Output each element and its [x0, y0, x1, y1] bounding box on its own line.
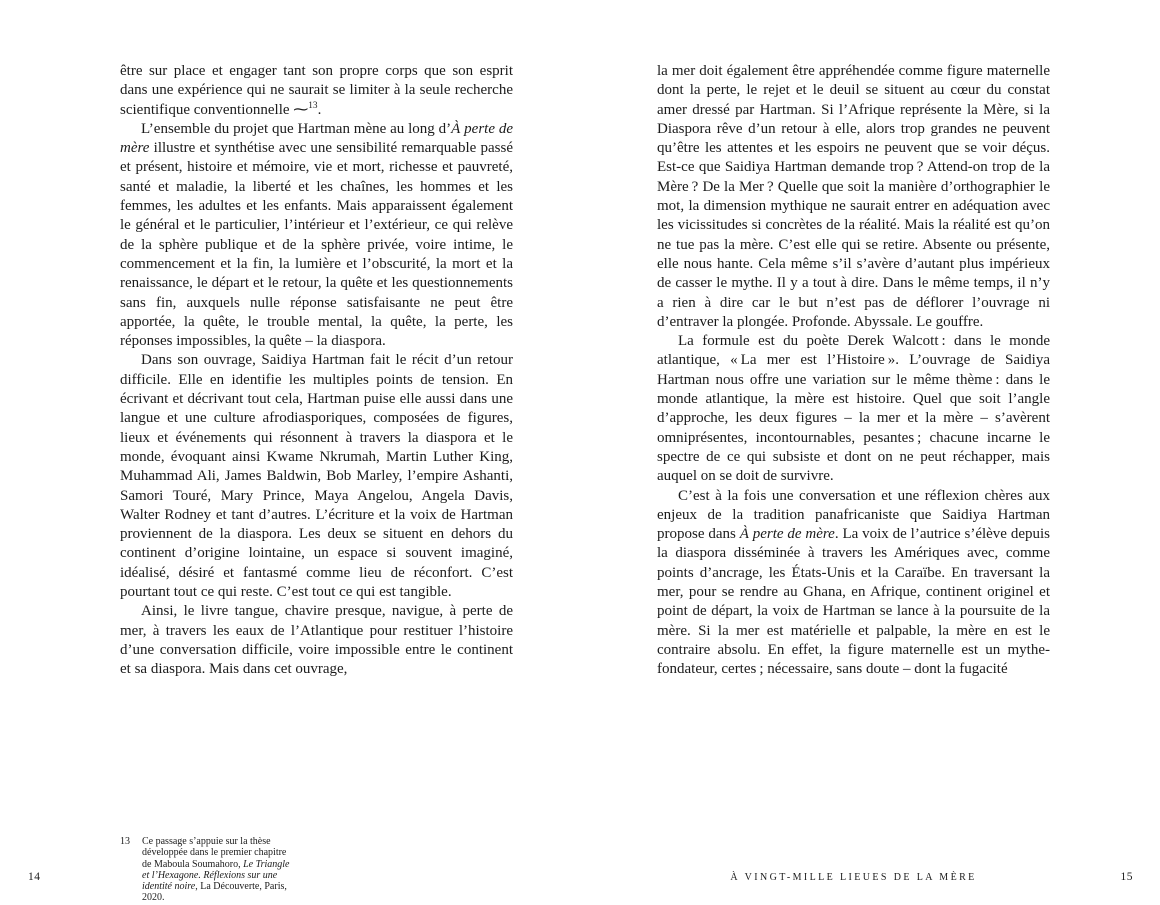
text-run: Dans son ouvrage, Saidiya Hartman fait le récit d’un retour difficile. Elle en identifie les multiples points de tension. En écrivant et décrivant tout cela, Hartman puise elle aussi dans une langue et une culture afrodiasporiques, composées de figures, lieux et événements qui résonnent à travers la diaspora et le monde, évoquant ainsi Kwame Nkrumah, Martin Luther King, Muhammad Ali, James Baldwin, Bob Marley, l’empire Ashanti, Samori Touré, Mary Prince, Maya Angelou, Angela Davis, Walter Rodney et tant d’autres. L’écriture et la voix de Hartman proviennent de la diaspora. Les deux se situent en dehors du continent d’origine lointaine, un espace si souvent imaginé, idéalisé, désiré et fantasmé comme lieu de réconfort. C’est pourtant tout ce qui reste. C’est tout ce qui est tangible.: [120, 352, 513, 601]
left-page-text-column: [120, 62, 513, 680]
text-run: L’ensemble du projet que Hartman mène au long d’: [141, 120, 452, 137]
paragraph: [657, 332, 1050, 486]
right-page-text-column: [657, 62, 1050, 680]
page-number-left: 14: [28, 871, 41, 883]
text-run: À perte de mère: [120, 120, 513, 157]
text-run: Ce passage s’appuie sur la thèse développée dans le premier chapitre de Maboula Soumahoro,: [142, 836, 287, 870]
footnote: [120, 836, 330, 904]
text-run: être sur place et engager tant son propre corps que son esprit dans une expérience qui ne saurait se limiter à la seule recherche scientifique conventionnelle ⁓: [120, 63, 513, 118]
running-footer-title: À VINGT-MILLE LIEUES DE LA MÈRE: [730, 872, 977, 883]
text-run: la mer doit également être appréhendée comme figure maternelle dont la perte, le rejet et le deuil se situent au cœur du constat amer dressé par Hartman. Si l’Afrique représente la Mère, si la Diaspora rêve d’un retour à elle, alors trop grandes ne peuvent qu’être les attentes et les espoirs ne peuvent que se voir déçus. Est-ce que Saidiya Hartman demande trop ? Attend-on trop de la Mère ? De la Mer ? Quelle que soit la manière d’orthographier le mot, la dimension mythique ne saurait entrer en adéquation avec les vicissitudes si concrètes de la réalité. Mais la réalité est qu’on ne tue pas la mère. C’est elle qui se retire. Absente ou présente, elle nous hante. Cela même s’il s’avère d’autant plus impérieux de casser le mythe. Il y a tout à dire. Dans le même temps, il n’y a rien à dire car le but n’est pas de déflorer l’ouvrage ni d’entraver la plongée. Profonde. Abyssale. Le gouffre.: [657, 63, 1050, 330]
text-run: .: [317, 101, 322, 118]
footnote-text: [142, 836, 294, 904]
paragraph: [657, 487, 1050, 680]
text-run: . La voix de l’autrice s’élève depuis la diaspora disséminée à travers les Amériques avec, comme points d’ancrage, les États-Unis et la Caraïbe. En traversant la mer, pour se rendre au Ghana, en Afrique, continent originel et point de départ, la voix de Hartman se lance à la poursuite de la mère. Si la mer est matérielle et palpable, la mère en est le contraire absolu. En effet, la figure maternelle est un mythe-fondateur, certes ; nécessaire, sans doute – dont la fugacité: [657, 526, 1050, 678]
text-run: Ainsi, le livre tangue, chavire presque, navigue, à perte de mer, à travers les eaux de l’Atlantique pour restituer l’histoire d’une conversation difficile, voire impossible entre le continent et sa diaspora. Mais dans cet ouvrage,: [120, 603, 513, 678]
text-run: C’est à la fois une conversation et une réflexion chères aux enjeux de la tradition panafricaniste que Saidiya Hartman propose dans: [657, 487, 1050, 543]
paragraph: [120, 62, 513, 120]
paragraph: [120, 602, 513, 679]
text-run: illustre et synthétise avec une sensibilité remarquable passé et présent, histoire et mémoire, vie et mort, richesse et pauvreté, santé et maladie, la liberté et les chaînes, les hommes et les femmes, les adultes et les enfants. Mais apparaissent également le général et le particulier, l’intérieur et l’extérieur, ce qui relève de la sphère publique et de la sphère privée, voire intime, le commencement et la fin, la lumière et l’obscurité, la mort et la renaissance, le départ et le retour, la quête et les questionnements sans fin, auxquels nulle réponse satisfaisante ne peut être apportée, la quête, le trouble mental, la quête, la perte, les réponses impossibles, la quête – la diaspora.: [120, 140, 513, 350]
text-run: À perte de mère: [739, 526, 835, 543]
footnote-number: 13: [120, 836, 130, 847]
text-run: Le Triangle et l’Hexagone. Réflexions sur une identité noire: [142, 858, 290, 893]
paragraph: [120, 120, 513, 352]
text-run: 13: [308, 100, 318, 111]
paragraph: [120, 351, 513, 602]
paragraph: [657, 62, 1050, 332]
text-run: , La Découverte, Paris, 2020.: [142, 881, 287, 904]
page-number-right: 15: [1120, 871, 1133, 883]
text-run: La formule est du poète Derek Walcott : dans le monde atlantique, « La mer est l’Histoire ». L’ouvrage de Saidiya Hartman nous offre une variation sur le même thème : dans le monde atlantique, la mère est histoire. Quel que soit l’angle d’approche, les deux figures – la mer et la mère – s’avèrent omniprésentes, incontournables, pesantes ; chacune incarne le spectre de ce qui subsiste et dont on ne peut réchapper, mais auquel on se doit de survivre.: [657, 333, 1050, 485]
